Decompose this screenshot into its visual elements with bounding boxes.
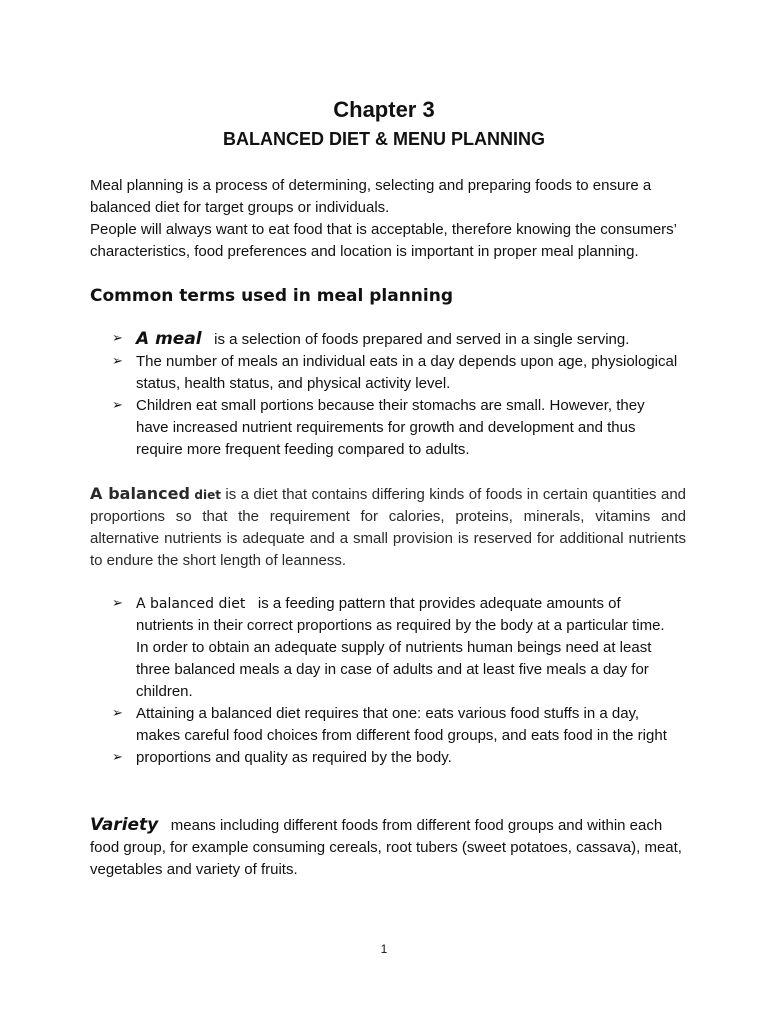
balanced-bullet-2: Attaining a balanced diet requires that one: eats various food stuffs in a day, makes careful food choices from different food groups, and eats food in the right — [136, 705, 667, 744]
balanced-bullet-1: is a feeding pattern that provides adequate amounts of nutrients in their correct proportions as required by the body at a particular time. In order to obtain an adequate supply of nutrients human beings need at least three balanced meals a day in case of adults and at least five meals a day for children. — [136, 595, 665, 700]
list-item — [112, 703, 678, 747]
arrow-bullet-icon: ➢ — [112, 354, 123, 369]
chapter-title: Chapter 3 — [333, 97, 435, 122]
list-item — [112, 351, 678, 395]
term-a-balanced: A balanced — [90, 484, 190, 503]
page-number: 1 — [380, 942, 388, 956]
term-a-balanced-diet: A balanced diet — [136, 596, 246, 612]
variety-definition: means including different foods from different food groups and within each food group, for example consuming cereals, root tubers (sweet potatoes, cassava), meat, vegetables and variety of fruits. — [90, 817, 682, 878]
intro-line-1: Meal planning is a process of determining, selecting and preparing foods to ensure a balanced diet for target groups or individuals. — [90, 177, 652, 216]
list-item — [112, 593, 678, 703]
list-item — [112, 395, 678, 461]
term-variety: Variety — [90, 815, 159, 835]
intro-paragraph — [90, 175, 686, 263]
chapter-subtitle: BALANCED DIET & MENU PLANNING — [223, 129, 545, 149]
meal-bullet-2: The number of meals an individual eats in a day depends upon age, physiological status, health status, and physical activity level. — [136, 353, 678, 392]
arrow-bullet-icon: ➢ — [112, 596, 123, 611]
term-diet: diet — [194, 488, 221, 502]
arrow-bullet-icon: ➢ — [112, 398, 123, 413]
balanced-diet-definition: is a diet that contains differing kinds of foods in certain quantities and proportions so that the requirement for calories, proteins, minerals, vitamins and alternative nutrients is adequate and a small provision is reserved for additional nutrients to endure the short length of leanness. — [90, 486, 687, 569]
variety-paragraph — [90, 814, 686, 881]
list-item — [112, 328, 678, 351]
meal-bullet-3: Children eat small portions because their stomachs are small. However, they have increased nutrient requirements for growth and development and thus require more frequent feeding compared to adults. — [136, 397, 645, 458]
meal-bullet-list — [112, 328, 678, 461]
section-heading: Common terms used in meal planning — [90, 286, 453, 306]
meal-definition: is a selection of foods prepared and served in a single serving. — [214, 331, 630, 348]
list-item — [112, 747, 678, 769]
arrow-bullet-icon: ➢ — [112, 706, 123, 721]
arrow-bullet-icon: ➢ — [112, 331, 123, 346]
balanced-bullet-3: proportions and quality as required by the body. — [136, 749, 452, 766]
intro-line-2: People will always want to eat food that is acceptable, therefore knowing the consumers’ characteristics, food preferences and location is important in proper meal planning. — [90, 221, 677, 260]
balanced-bullet-list — [112, 593, 678, 769]
arrow-bullet-icon: ➢ — [112, 750, 123, 765]
term-a-meal: A meal — [136, 329, 202, 349]
balanced-diet-paragraph — [90, 483, 686, 572]
